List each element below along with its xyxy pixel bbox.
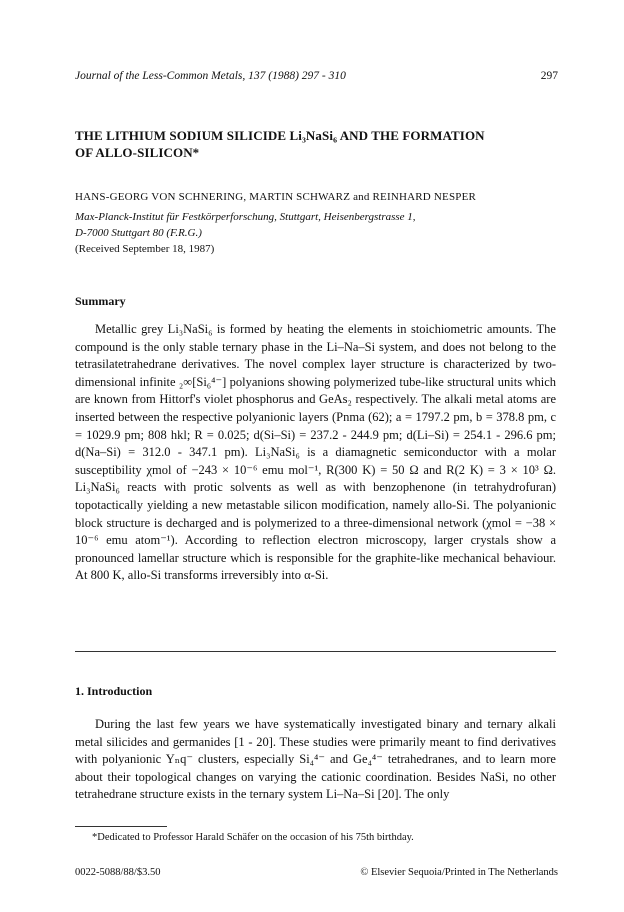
running-header (75, 70, 558, 82)
affiliation-line-2: D-7000 Stuttgart 80 (F.R.G.) (75, 227, 202, 239)
page-number: 297 (540, 70, 558, 82)
summary-body (75, 321, 556, 585)
introduction-heading: 1. Introduction (75, 684, 153, 698)
summary-paragraph: Metallic grey Li₃NaSi₆ is formed by heating the elements in stoichiometric amounts. The compound is the only stable ternary phase in the Li–Na–Si system, and does not belong to the tetrasilatetrahedrane derivatives. The novel complex layer structure is characterized by two-dimensional infinite ₂∞[Si₆⁴⁻] polyanions showing polymerized tube-like structural units which are known from Hittorf's violet phosphorus and GeAs₂ respectively. The alkali metal atoms are inserted between the respective polyanionic layers (Pnma (62); a = 1797.2 pm, b = 378.8 pm, c = 1029.9 pm; 808 hkl; R = 0.025; d(Si–Si) = 237.2 - 244.9 pm; d(Li–Si) = 254.1 - 296.6 pm; d(Na–Si) = 312.0 - 347.1 pm). Li₃NaSi₆ is a diamagnetic semiconductor with a molar susceptibility χmol of −243 × 10⁻⁶ emu mol⁻¹, R(300 K) = 50 Ω and R(2 K) = 3 × 10³ Ω. Li₃NaSi₆ reacts with protic solvents as well as with benzophenone (in tetrahydrofuran) topotactically yielding a new metastable silicon modification, namely allo-Si. The polyanionic block structure is decharged and is polymerized to a three-dimensional network (χmol = −38 × 10⁻⁶ emu atom⁻¹). According to reflection electron microscopy, larger crystals show a pronounced lamellar structure which is responsible for the graphite-like mechanical behaviour. At 800 K, allo-Si transforms irreversibly into α-Si. (75, 322, 556, 583)
article-code: 0022-5088/88/$3.50 (75, 867, 161, 878)
received-date: (Received September 18, 1987) (75, 243, 215, 255)
affiliation-line-1: Max-Planck-Institut für Festkörperforschung, Stuttgart, Heisenbergstrasse 1, (75, 211, 416, 223)
journal-citation: Journal of the Less-Common Metals, 137 (1988) 297 - 310 (75, 70, 346, 82)
publisher-notice: © Elsevier Sequoia/Printed in The Netherlands (360, 867, 558, 878)
footnote: *Dedicated to Professor Harald Schäfer on the occasion of his 75th birthday. (92, 832, 414, 843)
affiliation (75, 209, 416, 241)
title-line-2: OF ALLO-SILICON* (75, 145, 200, 160)
section-divider (75, 651, 556, 652)
title-line-1: THE LITHIUM SODIUM SILICIDE Li₃NaSi₆ AND THE FORMATION (75, 128, 485, 143)
introduction-body (75, 716, 556, 804)
page-footer (75, 867, 558, 878)
author-list: HANS-GEORG VON SCHNERING, MARTIN SCHWARZ and REINHARD NESPER (75, 191, 477, 203)
introduction-paragraph: During the last few years we have systematically investigated binary and ternary alkali metal silicides and germanides [1 - 20]. These studies were primarily meant to find derivatives with polyanionic Yₙq⁻ clusters, especially Si₄⁴⁻ and Ge₄⁴⁻ tetrahedranes, and to learn more about their topological changes on varying the cationic coordination. Besides NaSi, no other tetrahedrane structure exists in the ternary system Li–Na–Si [20]. The only (75, 717, 556, 802)
footnote-divider (75, 826, 167, 827)
summary-heading: Summary (75, 294, 126, 308)
article-title (75, 127, 575, 161)
